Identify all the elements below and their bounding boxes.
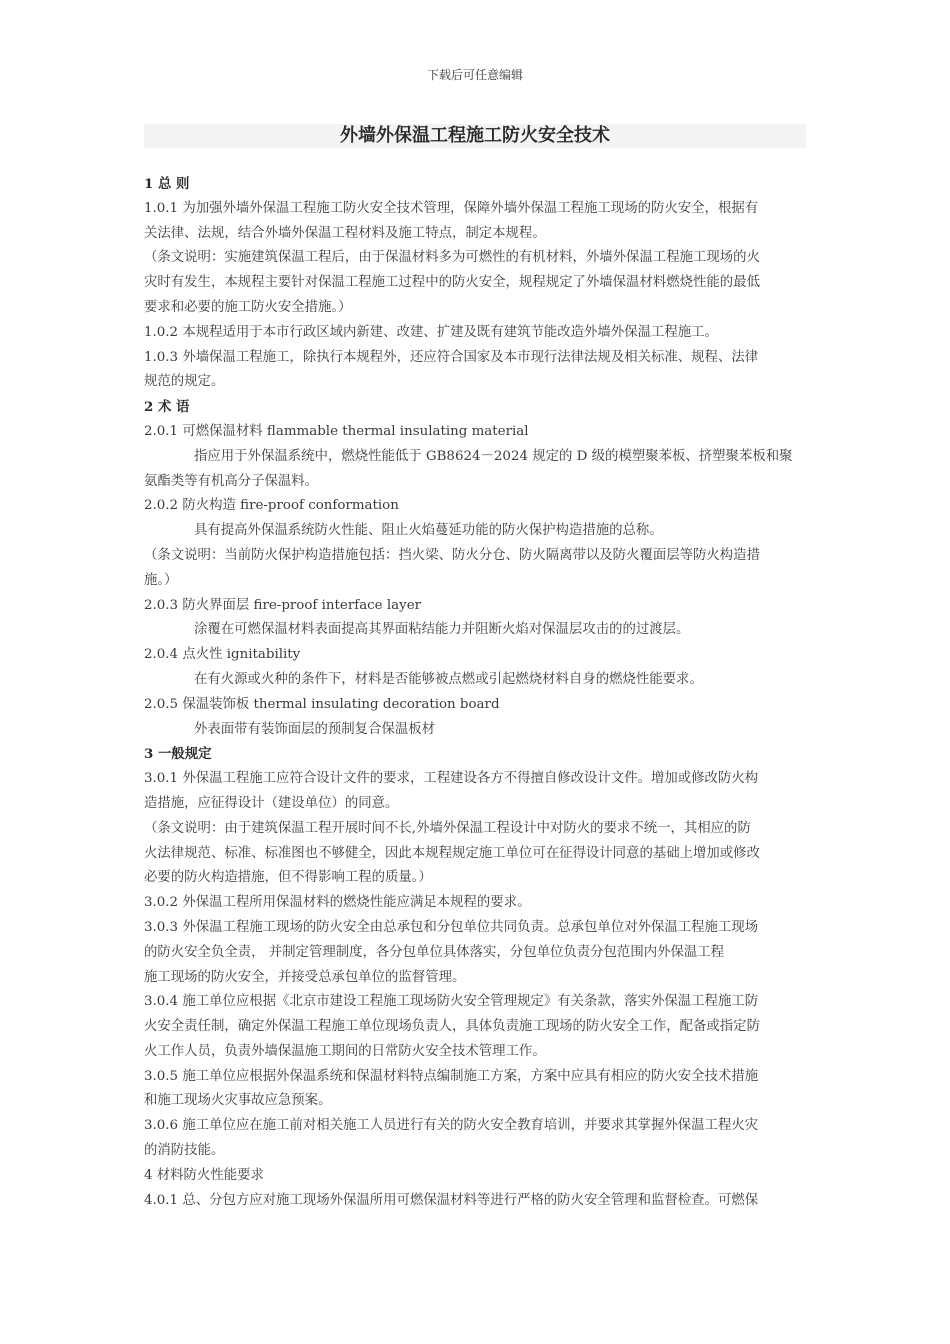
body-line: 3.0.5 施工单位应根据外保温系统和保温材料特点编制施工方案，方案中应具有相应的防火安全技术措施 xyxy=(144,1068,759,1084)
body-line: 1.0.1 为加强外墙外保温工程施工防火安全技术管理，保障外墙外保温工程施工现场的防火安全，根据有 xyxy=(144,200,759,216)
header-note: 下载后可任意编辑 xyxy=(426,68,523,82)
section-heading: 3 一般规定 xyxy=(144,746,212,763)
body-line: 要求和必要的施工防火安全措施。） xyxy=(144,299,352,315)
section-heading: 1 总 则 xyxy=(144,176,190,192)
body-line: 关法律、法规，结合外墙外保温工程材料及施工特点，制定本规程。 xyxy=(144,225,546,241)
body-line: （条文说明：由于建筑保温工程开展时间不长,外墙外保温工程设计中对防火的要求不统一，其相应的防 xyxy=(144,820,751,836)
body-line: 氨酯类等有机高分子保温料。 xyxy=(144,473,319,489)
body-line: 4 材料防火性能要求 xyxy=(144,1167,264,1183)
body-line: 3.0.4 施工单位应根据《北京市建设工程施工现场防火安全管理规定》有关条款，落实外保温工程施工防 xyxy=(144,994,759,1010)
body-line: 2.0.3 防火界面层 fire-proof interface layer xyxy=(144,597,422,613)
body-line: 1.0.2 本规程适用于本市行政区域内新建、改建、扩建及既有建筑节能改造外墙外保温工程施工。 xyxy=(144,324,718,340)
body-line: （条文说明：当前防火保护构造措施包括：挡火梁、防火分仓、防火隔离带以及防火覆面层等防火构造措 xyxy=(144,547,760,563)
section-heading: 2 术 语 xyxy=(144,399,190,416)
document-body xyxy=(144,172,806,1213)
body-line: 4.0.1 总、分包方应对施工现场外保温所用可燃保温材料等进行严格的防火安全管理和监督检查。可燃保 xyxy=(144,1192,759,1208)
body-line: 具有提高外保温系统防火性能、阻止火焰蔓延功能的防火保护构造措施的总称。 xyxy=(194,523,663,539)
body-line: 涂覆在可燃保温材料表面提高其界面粘结能力并阻断火焰对保温层攻击的的过渡层。 xyxy=(194,622,690,638)
body-line: 造措施，应征得设计（建设单位）的同意。 xyxy=(144,795,399,811)
body-line: 和施工现场火灾事故应急预案。 xyxy=(144,1093,332,1109)
body-line: 3.0.3 外保温工程施工现场的防火安全由总承包和分包单位共同负责。总承包单位对外保温工程施工现场 xyxy=(144,919,759,935)
body-line: 2.0.1 可燃保温材料 flammable thermal insulating material xyxy=(144,423,529,439)
body-line: 必要的防火构造措施，但不得影响工程的质量。） xyxy=(144,870,432,886)
body-line: 规范的规定。 xyxy=(144,374,225,390)
document-title: 外墙外保温工程施工防火安全技术 xyxy=(144,124,806,148)
body-line: 施工现场的防火安全，并接受总承包单位的监督管理。 xyxy=(144,969,466,985)
body-line: 3.0.2 外保温工程所用保温材料的燃烧性能应满足本规程的要求。 xyxy=(144,895,531,911)
body-line: 3.0.6 施工单位应在施工前对相关施工人员进行有关的防火安全教育培训，并要求其掌握外保温工程火灾 xyxy=(144,1118,759,1134)
body-line: 3.0.1 外保温工程施工应符合设计文件的要求，工程建设各方不得擅自修改设计文件。增加或修改防火构 xyxy=(144,771,759,787)
body-line: 火安全责任制，确定外保温工程施工单位现场负责人，具体负责施工现场的防火安全工作，配备或指定防 xyxy=(144,1019,760,1035)
body-line: 火法律规范、标准、标准图也不够健全，因此本规程规定施工单位可在征得设计同意的基础上增加或修改 xyxy=(144,845,760,861)
body-line: （条文说明：实施建筑保温工程后，由于保温材料多为可燃性的有机材料，外墙外保温工程施工现场的火 xyxy=(144,250,760,266)
body-line: 1.0.3 外墙保温工程施工，除执行本规程外，还应符合国家及本市现行法律法规及相关标准、规程、法律 xyxy=(144,349,759,365)
body-line: 的防火安全负全责， 并制定管理制度，各分包单位具体落实，分包单位负责分包范围内外保温工程 xyxy=(144,944,725,960)
body-line: 指应用于外保温系统中，燃烧性能低于 GB8624－2024 规定的 D 级的模塑聚苯板、挤塑聚苯板和聚 xyxy=(194,448,793,464)
body-line: 2.0.5 保温装饰板 thermal insulating decoration board xyxy=(144,696,500,712)
body-line: 2.0.2 防火构造 fire-proof conformation xyxy=(144,498,399,514)
body-line: 火工作人员，负责外墙保温施工期间的日常防火安全技术管理工作。 xyxy=(144,1043,546,1059)
body-line: 施。） xyxy=(144,572,178,588)
body-line: 在有火源或火种的条件下，材料是否能够被点燃或引起燃烧材料自身的燃烧性能要求。 xyxy=(194,671,703,687)
body-line: 灾时有发生，本规程主要针对保温工程施工过程中的防火安全，规程规定了外墙保温材料燃烧性能的最低 xyxy=(144,275,760,291)
body-line: 外表面带有装饰面层的预制复合保温板材 xyxy=(194,721,436,737)
body-line: 的消防技能。 xyxy=(144,1143,225,1159)
body-line: 2.0.4 点火性 ignitability xyxy=(144,647,301,663)
